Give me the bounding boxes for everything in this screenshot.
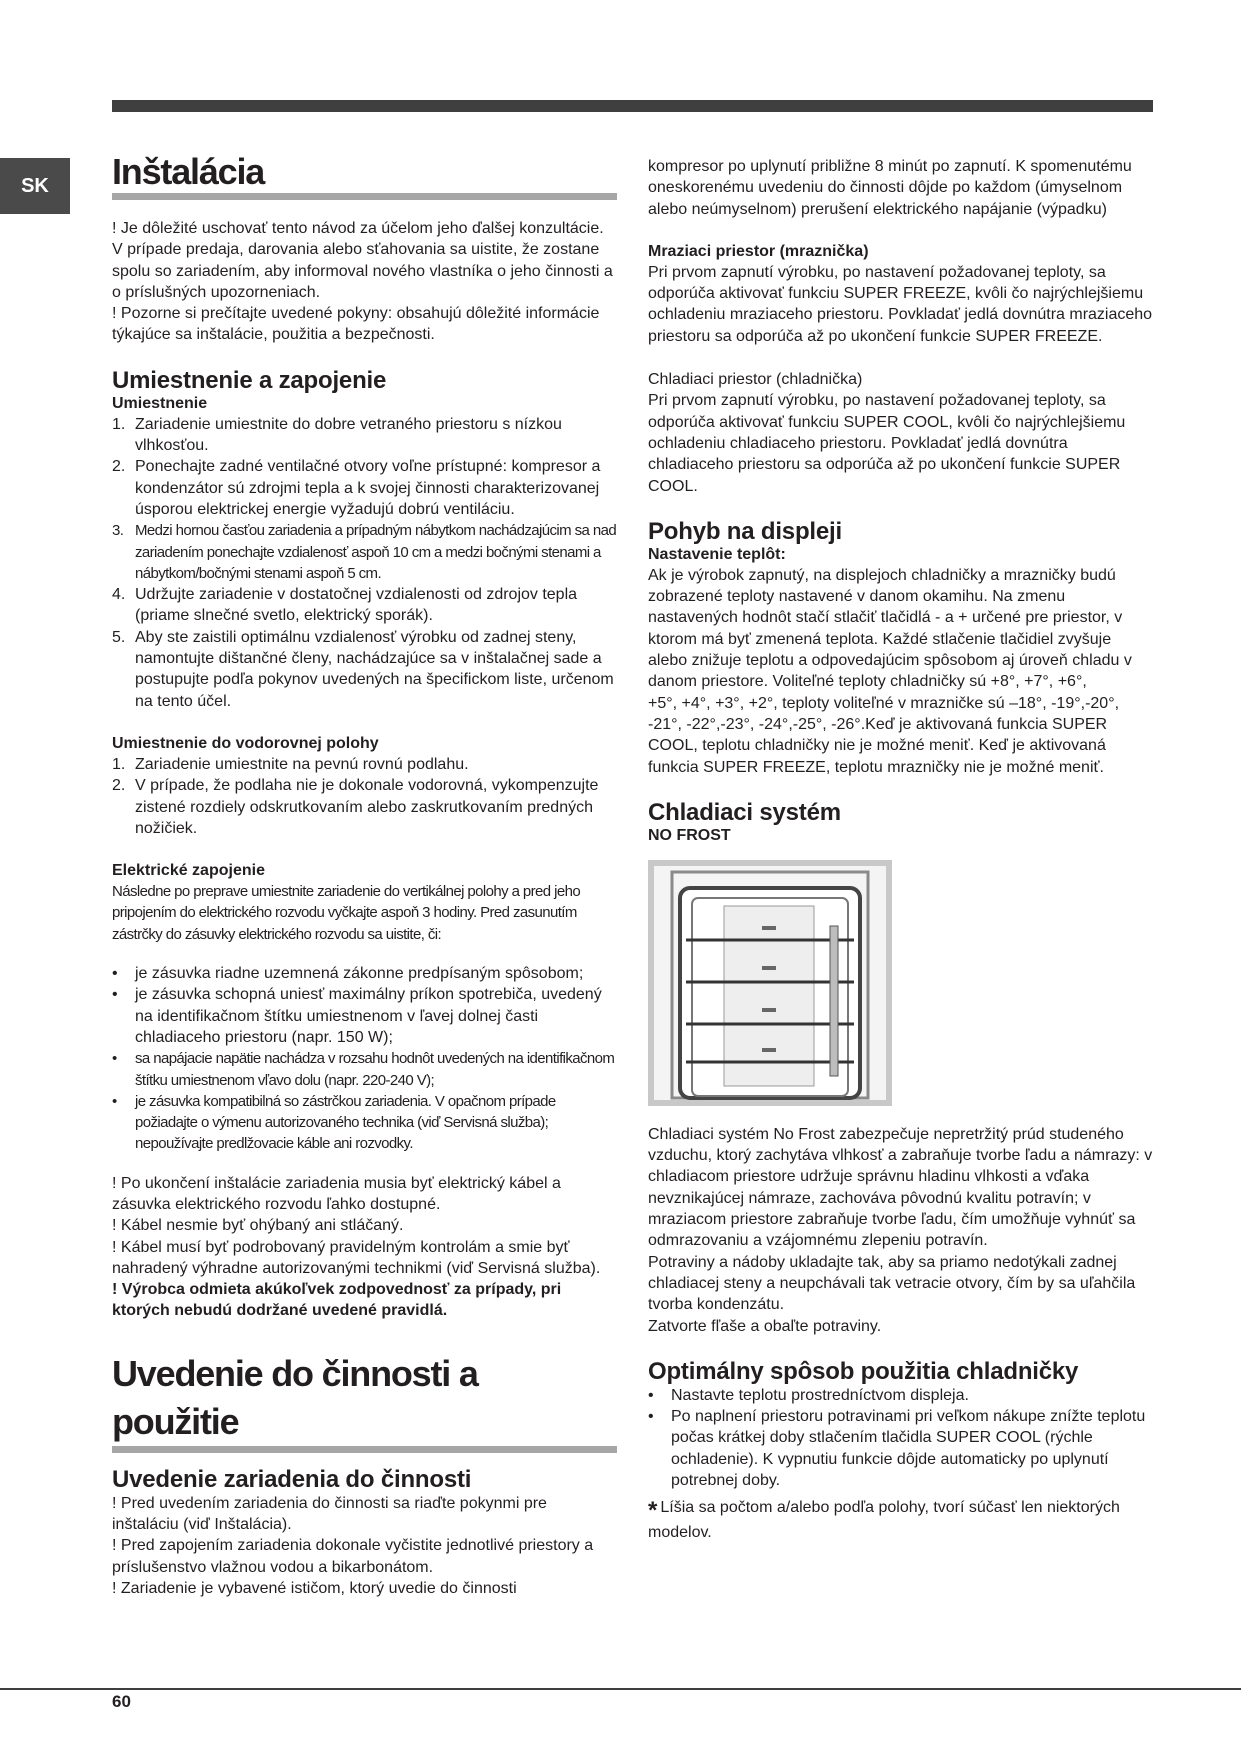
electrical-list xyxy=(112,963,617,1155)
list-item: 2. Ponechajte zadné ventilačné otvory voľne prístupné: kompresor a kondenzátor sú zdrojmi tepla a k svojej činnosti charakterizovanej úsporou elektrickej energie vyžadujú dobrú ventiláciu. xyxy=(112,458,601,518)
warning-cable-access: ! Po ukončení inštalácie zariadenia musia byť elektrický kábel a zásuvka elektrického rozvodu ľahko dostupné. xyxy=(112,1174,561,1213)
fridge-interior-image xyxy=(648,860,892,1106)
list-item: 4. Udržujte zariadenie v dostatočnej vzdialenosti od zdrojov tepla (priame slnečné svetlo, elektrický sporák). xyxy=(112,586,578,625)
fridge-illustration xyxy=(654,866,886,1100)
display-paragraph-1: Ak je výrobok zapnutý, na displejoch chladničky a mrazničky budú zobrazené teploty nastavené v danom okamihu. Na zmenu nastavených hodnôt stačí stlačiť tlačidlá - a + určené pre priestor, v ktorom má byť zmenená teplota. Každé stlačenie tlačidiel zvyšuje alebo znižuje teplotu a odpovedajúcim spôsobom aj úroveň chladu v danom priestore. Voliteľné teploty chladničky sú +8°, +7°, +6°, xyxy=(648,566,1132,691)
list-item: 1. Zariadenie umiestnite na pevnú rovnú podlahu. xyxy=(112,755,469,773)
no-frost-paragraph-1: Chladiaci systém No Frost zabezpečuje nepretržitý prúd studeného vzduchu, ktorý zachytáva vlhkosť a zabraňuje tvorbe ľadu a námrazy: v chladiacom priestore udržuje správnu hladinu vlhkosti a vďaka nevznikajúcej námraze, zachováva pôvodnú kvalitu potravín; v mraziacom priestore zabraňuje tvorbe ľadu, čím umožňuje vyhnúť sa odmrazovaniu a vzájomnému zlepeniu potravín. xyxy=(648,1125,1153,1250)
list-item: • je zásuvka riadne uzemnená zákonne predpísaným spôsobom; xyxy=(112,965,584,983)
subheading-electrical: Elektrické zapojenie xyxy=(112,862,265,880)
footer-rule xyxy=(0,1688,1241,1690)
list-item: • je zásuvka kompatibilná so zástrčkou zariadenia. V opačnom prípade požiadajte o výmenu autorizovaného technika (viď Servisná služba); nepoužívajte predlžovacie káble ani rozvodky. xyxy=(112,1092,556,1153)
header-bar xyxy=(112,100,1153,112)
list-item: 2. V prípade, že podlaha nie je dokonale vodorovná, vykompenzujte zistené rozdiely odskrutkovaním alebo zaskrutkovaním predných nožičiek. xyxy=(112,777,599,837)
footnote: * Líšia sa počtom a/alebo podľa polohy, tvorí súčasť len niektorých modelov. xyxy=(648,1497,1120,1541)
heading-optimal-use: Optimálny spôsob použitia chladničky xyxy=(648,1357,1079,1385)
list-item: • Po naplnení priestoru potravinami pri veľkom nákupe znížte teplotu počas krátkej doby stlačením tlačidla SUPER COOL (rýchle ochladenie). K vypnutiu funkcie dôjde automaticky po uplynutí potrebnej doby. xyxy=(648,1408,1146,1489)
warning-cable-check: ! Kábel musí byť podrobovaný pravidelným kontrolám a smie byť nahradený výhradne autorizovanými technikmi (viď Servisná služba). xyxy=(112,1238,601,1277)
subheading-level: Umiestnenie do vodorovnej polohy xyxy=(112,734,379,752)
display-paragraph-2: +5°, +4°, +3°, +2°, teploty voliteľné v mrazničke sú –18°, -19°,-20°, xyxy=(648,694,1120,712)
language-tab: SK xyxy=(0,158,70,214)
asterisk-icon: * xyxy=(648,1497,658,1525)
level-list xyxy=(112,754,617,839)
start-note-3: ! Zariadenie je vybavené ističom, ktorý uvedie do činnosti xyxy=(112,1579,517,1597)
heading-display: Pohyb na displeji xyxy=(648,517,842,545)
subheading-freezer: Mraziaci priestor (mraznička) xyxy=(648,242,869,260)
list-item: • Nastavte teplotu prostredníctvom displeja. xyxy=(648,1386,969,1404)
section-title-start-use: Uvedenie do činnosti a použitie xyxy=(112,1350,617,1453)
list-item: • je zásuvka schopná uniesť maximálny príkon spotrebiča, uvedený na identifikačnom štítku umiestnenom v ľavej dolnej časti chladiaceho priestoru (napr. 150 W); xyxy=(112,986,602,1046)
section-title-installation: Inštalácia xyxy=(112,150,617,200)
freezer-paragraph: Pri prvom zapnutí výrobku, po nastavení požadovanej teploty, sa odporúča aktivovať funkciu SUPER FREEZE, kvôli čo najrýchlejšiemu ochladeniu mraziaceho priestoru. Povkladať jedlá dovnútra mraziaceho priestoru sa odporúča až po ukončení funkcie SUPER FREEZE. xyxy=(648,263,1153,345)
warning-cable-bend: ! Kábel nesmie byť ohýbaný ani stláčaný. xyxy=(112,1217,404,1235)
continued-paragraph: kompresor po uplynutí približne 8 minút po zapnutí. K spomenutému oneskorenému uvedeniu do činnosti dôjde po každom (úmyselnom alebo neúmyselnom) prerušení elektrického napájanie (výpadku) xyxy=(648,158,1132,218)
subheading-no-frost: NO FROST xyxy=(648,826,731,844)
intro-paragraph: ! Je dôležité uschovať tento návod za účelom jeho ďalšej konzultácie. V prípade predaja, darovania alebo sťahovania sa uistite, že zostane spolu so zariadením, aby informoval nového vlastníka o jeho činnosti a o príslušných upozorneniach. xyxy=(112,220,613,301)
placement-list xyxy=(112,414,617,712)
subheading-placement: Umiestnenie xyxy=(112,394,208,412)
intro-warning: ! Pozorne si prečítajte uvedené pokyny: obsahujú dôležité informácie týkajúce sa inštalácie, použitia a bezpečnosti. xyxy=(112,305,600,344)
page-number: 60 xyxy=(112,1692,131,1711)
heading-placement: Umiestnenie a zapojenie xyxy=(112,366,387,394)
heading-cooling-system: Chladiaci systém xyxy=(648,798,841,826)
left-column xyxy=(112,150,617,1599)
subheading-fridge: Chladiaci priestor (chladnička) xyxy=(648,371,863,389)
no-frost-paragraph-3: Zatvorte fľaše a obaľte potraviny. xyxy=(648,1317,882,1335)
optimal-list xyxy=(648,1385,1153,1491)
list-item: 3. Medzi hornou časťou zariadenia a prípadným nábytkom nachádzajúcim sa nad zariadením ponechajte vzdialenosť aspoň 10 cm a medzi bočnými stenami a nábytkom/bočnými stenami aspoň 5 cm. xyxy=(112,522,617,582)
start-note-1: ! Pred uvedením zariadenia do činnosti sa riaďte pokynmi pre inštaláciu (viď Inštalácia). xyxy=(112,1494,547,1534)
right-column xyxy=(648,156,1153,1543)
list-item: • sa napájacie napätie nachádza v rozsahu hodnôt uvedených na identifikačnom štítku umiestnenom vľavo dolu (napr. 220-240 V); xyxy=(112,1050,615,1089)
heading-start: Uvedenie zariadenia do činnosti xyxy=(112,1465,472,1493)
display-paragraph-3: -21°, -22°,-23°, -24°,-25°, -26°.Keď je aktivovaná funkcia SUPER COOL, teplotu chladničky nie je možné meniť. Keď je aktivovaná funkcia SUPER FREEZE, teplotu mrazničky nie je možné meniť. xyxy=(648,715,1108,776)
start-note-2: ! Pred zapojením zariadenia dokonale vyčistite jednotlivé priestory a príslušenstvo vlažnou vodou a bikarbonátom. xyxy=(112,1537,594,1576)
electrical-paragraph: Následne po preprave umiestnite zariadenie do vertikálnej polohy a pred jeho pripojením do elektrického rozvodu vyčkajte aspoň 3 hodiny. Pred zasunutím zástrčky do zásuvky elektrického rozvodu sa uistite, či: xyxy=(112,883,581,943)
list-item: 5. Aby ste zaistili optimálnu vzdialenosť výrobku od zadnej steny, namontujte dištančné členy, nachádzajúce sa v inštalačnej sade a postupujte podľa pokynov uvedených na špecifickom liste, určenom na tento účel. xyxy=(112,628,614,710)
subheading-temperature: Nastavenie teplôt: xyxy=(648,545,786,563)
no-frost-paragraph-2: Potraviny a nádoby ukladajte tak, aby sa priamo nedotýkali zadnej chladiacej steny a neupchávali tak vetracie otvory, čím by sa uľahčila tvorba kondenzátu. xyxy=(648,1253,1136,1314)
warning-liability: ! Výrobca odmieta akúkoľvek zodpovednosť za prípady, pri ktorých nebudú dodržané uvedené pravidlá. xyxy=(112,1281,562,1320)
list-item: 1. Zariadenie umiestnite do dobre vetraného priestoru s nízkou vlhkosťou. xyxy=(112,415,562,455)
fridge-paragraph: Pri prvom zapnutí výrobku, po nastavení požadovanej teploty, sa odporúča aktivovať funkciu SUPER COOL, kvôli čo najrýchlejšiemu ochladeniu chladiaceho priestoru. Povkladať jedlá dovnútra chladiaceho priestoru sa odporúča až po ukončení funkcie SUPER COOL. xyxy=(648,392,1126,495)
